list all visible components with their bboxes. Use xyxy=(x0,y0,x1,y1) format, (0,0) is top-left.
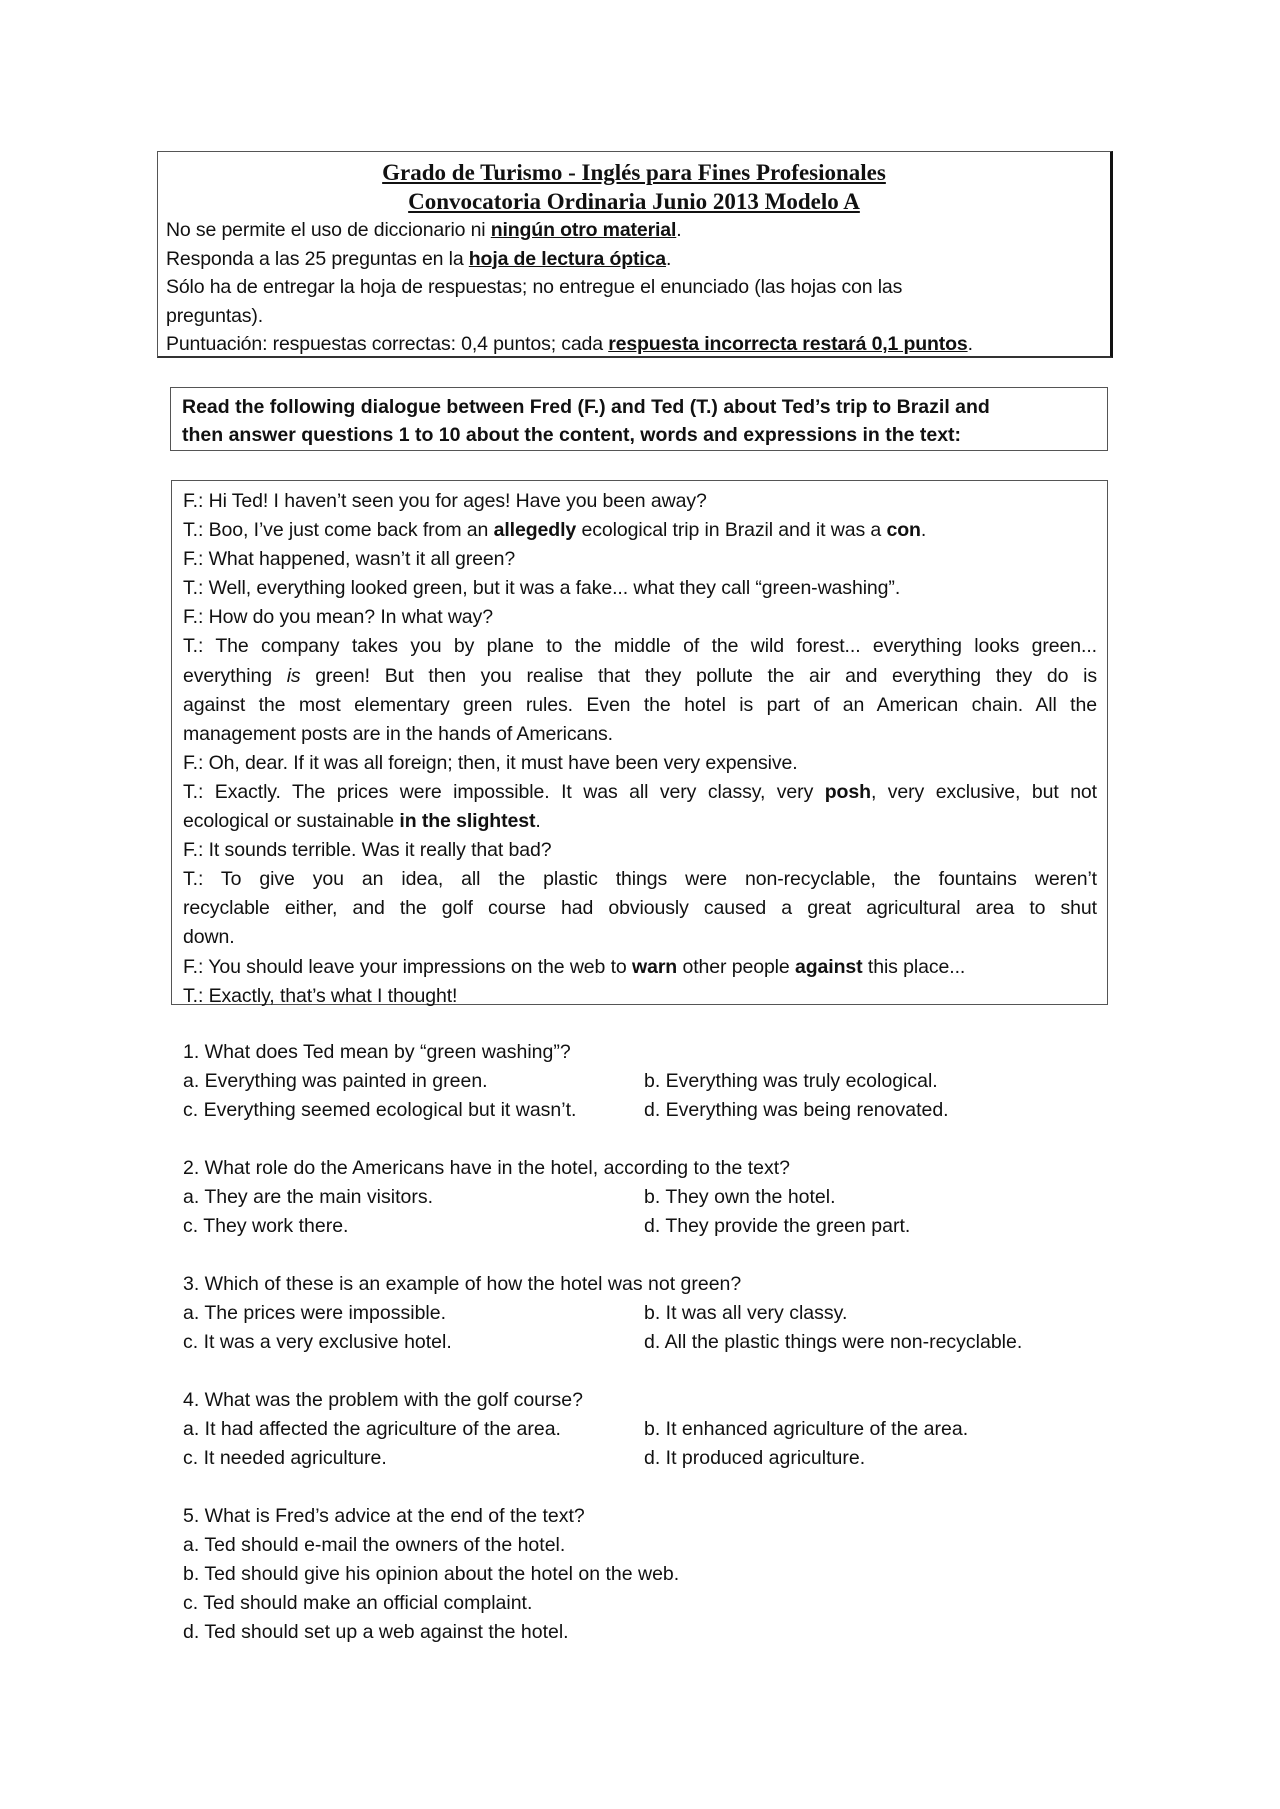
question-3 xyxy=(183,1270,1083,1357)
rule-submit-line2: preguntas). xyxy=(166,304,263,327)
option-d: d. Ted should set up a web against the hotel. xyxy=(183,1621,569,1643)
instructions-line1: Read the following dialogue between Fred (F.) and Ted (T.) about Ted’s trip to Brazil and xyxy=(182,396,990,418)
option-b: b. Everything was truly ecological. xyxy=(644,1070,938,1092)
dialogue-line: ecological or sustainable in the slightest. xyxy=(183,810,541,833)
instructions-box xyxy=(170,387,1108,451)
question-stem: 1. What does Ted mean by “green washing”? xyxy=(183,1041,571,1063)
question-stem: 4. What was the problem with the golf course? xyxy=(183,1389,583,1411)
option-c: c. Everything seemed ecological but it wasn’t. xyxy=(183,1099,577,1121)
dialogue-line: against the most elementary green rules. Even the hotel is part of an American chain. All the xyxy=(183,693,1097,716)
option-d: d. It produced agriculture. xyxy=(644,1447,866,1469)
option-d: d. They provide the green part. xyxy=(644,1215,911,1237)
dialogue-line: recyclable either, and the golf course had obviously caused a great agricultural area to shut xyxy=(183,897,1097,920)
rule-submit-line1: Sólo ha de entregar la hoja de respuestas; no entregue el enunciado (las hojas con las xyxy=(166,276,903,298)
option-c: c. They work there. xyxy=(183,1215,349,1237)
rule-answer-sheet: Responda a las 25 preguntas en la hoja de lectura óptica. xyxy=(166,247,672,270)
dialogue-line: everything is green! But then you realise that they pollute the air and everything they do is xyxy=(183,664,1097,687)
option-b: b. It was all very classy. xyxy=(644,1302,848,1324)
dialogue-line: T.: Exactly. The prices were impossible. It was all very classy, very posh, very exclusive, but not xyxy=(183,780,1097,803)
question-1 xyxy=(183,1038,1083,1125)
question-2 xyxy=(183,1154,1083,1241)
questions-list xyxy=(183,1038,1083,1676)
option-c: c. It needed agriculture. xyxy=(183,1447,387,1469)
exam-header-box xyxy=(157,151,1113,358)
option-a: a. Everything was painted in green. xyxy=(183,1070,488,1092)
question-stem: 3. Which of these is an example of how the hotel was not green? xyxy=(183,1273,742,1295)
question-stem: 2. What role do the Americans have in the hotel, according to the text? xyxy=(183,1157,791,1179)
option-d: d. All the plastic things were non-recyclable. xyxy=(644,1331,1023,1353)
dialogue-line: T.: Exactly, that’s what I thought! xyxy=(183,984,458,1007)
option-a: a. It had affected the agriculture of the area. xyxy=(183,1418,561,1440)
option-c: c. It was a very exclusive hotel. xyxy=(183,1331,452,1353)
dialogue-line: F.: Oh, dear. If it was all foreign; then, it must have been very expensive. xyxy=(183,751,798,774)
question-stem: 5. What is Fred’s advice at the end of the text? xyxy=(183,1505,585,1527)
dialogue-line: T.: To give you an idea, all the plastic things were non-recyclable, the fountains weren’t xyxy=(183,868,1097,891)
option-a: a. The prices were impossible. xyxy=(183,1302,447,1324)
question-4 xyxy=(183,1386,1083,1473)
dialogue-line: T.: Boo, I’ve just come back from an allegedly ecological trip in Brazil and it was a con. xyxy=(183,519,927,542)
dialogue-line: F.: You should leave your impressions on the web to warn other people against this place... xyxy=(183,955,966,978)
dialogue-line: F.: Hi Ted! I haven’t seen you for ages! Have you been away? xyxy=(183,490,707,512)
dialogue-line: T.: The company takes you by plane to the middle of the wild forest... everything looks green... xyxy=(183,635,1097,658)
exam-title-session: Convocatoria Ordinaria Junio 2013 Modelo A xyxy=(408,189,860,214)
option-b: b. Ted should give his opinion about the hotel on the web. xyxy=(183,1563,680,1585)
option-b: b. They own the hotel. xyxy=(644,1186,836,1208)
dialogue-line: T.: Well, everything looked green, but it was a fake... what they call “green-washing”. xyxy=(183,577,901,600)
instructions-line2: then answer questions 1 to 10 about the content, words and expressions in the text: xyxy=(182,424,962,446)
question-5 xyxy=(183,1502,1083,1647)
dialogue-line: F.: What happened, wasn’t it all green? xyxy=(183,548,516,571)
option-d: d. Everything was being renovated. xyxy=(644,1099,949,1121)
dialogue-line: F.: It sounds terrible. Was it really that bad? xyxy=(183,839,552,862)
rule-scoring: Puntuación: respuestas correctas: 0,4 puntos; cada respuesta incorrecta restará 0,1 puntos. xyxy=(166,333,973,355)
exam-title-course: Grado de Turismo - Inglés para Fines Profesionales xyxy=(382,160,886,185)
dialogue-line: down. xyxy=(183,926,235,949)
dialogue-line: F.: How do you mean? In what way? xyxy=(183,606,493,629)
dialogue-box xyxy=(171,480,1108,1005)
option-a: a. They are the main visitors. xyxy=(183,1186,433,1208)
rule-no-dictionary: No se permite el uso de diccionario ni ningún otro material. xyxy=(166,219,682,241)
dialogue-line: management posts are in the hands of Americans. xyxy=(183,722,613,745)
option-c: c. Ted should make an official complaint. xyxy=(183,1592,533,1614)
option-b: b. It enhanced agriculture of the area. xyxy=(644,1418,969,1440)
option-a: a. Ted should e-mail the owners of the hotel. xyxy=(183,1534,566,1556)
